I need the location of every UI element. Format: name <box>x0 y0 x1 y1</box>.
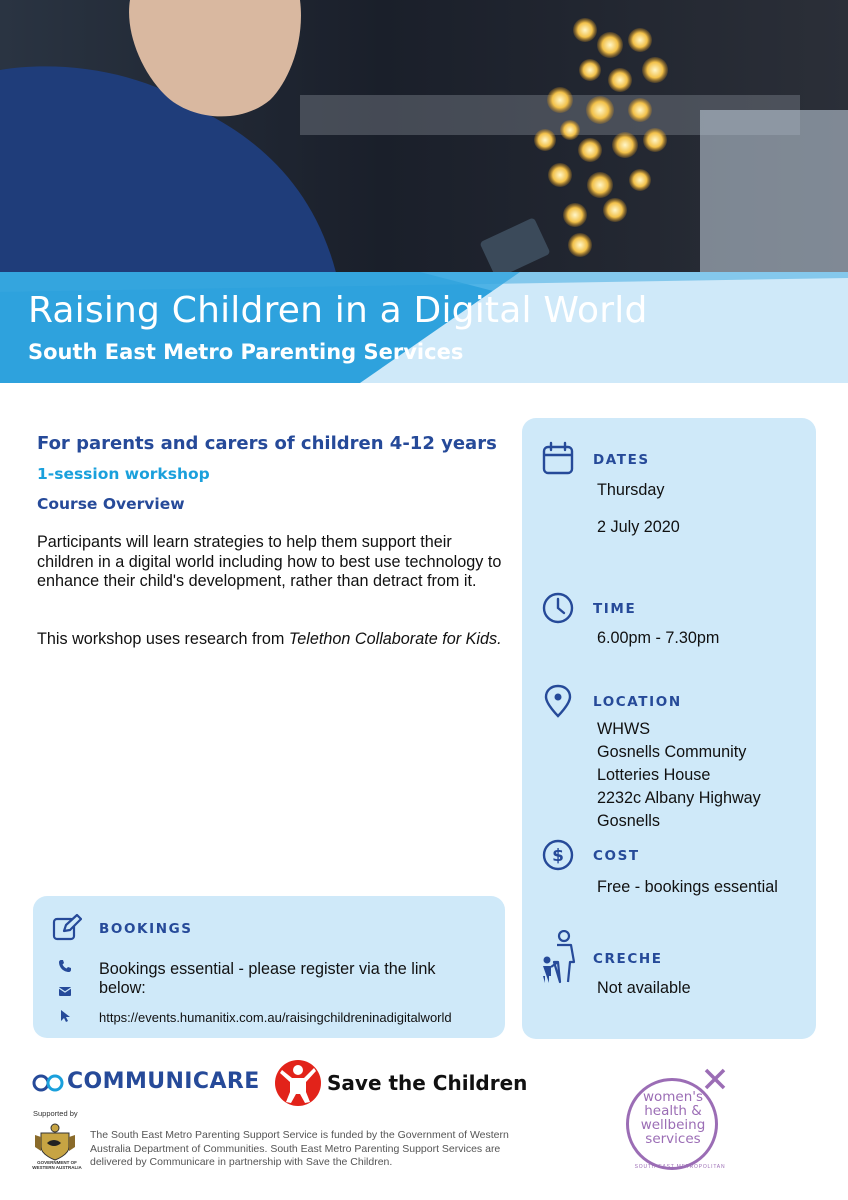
wa-government-text: GOVERNMENT OF WESTERN AUSTRALIA <box>32 1160 82 1170</box>
location-line: 2232c Albany Highway <box>597 789 761 807</box>
cost-value: Free - bookings essential <box>597 878 778 896</box>
creche-label: CRECHE <box>593 951 663 967</box>
hero-photo <box>0 0 848 290</box>
research-prefix: This workshop uses research from <box>37 630 289 648</box>
session-label: 1-session workshop <box>37 465 210 483</box>
clock-icon <box>541 591 575 625</box>
dollar-icon <box>541 838 575 872</box>
overview-heading: Course Overview <box>37 495 185 513</box>
calendar-icon <box>541 441 575 475</box>
course-description: Participants will learn strategies to help them support their children in a digital world including how to best use technology to enhance their child's development, rather than detract from it. <box>37 533 502 590</box>
dates-date: 2 July 2020 <box>597 518 680 536</box>
edit-icon <box>52 913 82 943</box>
email-icon <box>58 984 72 998</box>
location-pin-icon <box>541 684 575 718</box>
time-value: 6.00pm - 7.30pm <box>597 629 720 647</box>
location-line: Gosnells Community <box>597 743 747 761</box>
communicare-logo: COMMUNICARE <box>67 1069 260 1094</box>
cost-label: COST <box>593 848 640 864</box>
research-note <box>37 630 512 650</box>
hero <box>0 0 848 383</box>
save-the-children-logo-icon <box>274 1058 322 1108</box>
location-line: WHWS <box>597 720 651 738</box>
svg-text:$: $ <box>552 846 564 866</box>
location-line: Gosnells <box>597 812 660 830</box>
research-source: Telethon Collaborate for Kids. <box>288 630 502 648</box>
whws-logo-text: women's health & wellbeing services <box>640 1089 706 1147</box>
funding-statement: The South East Metro Parenting Support Service is funded by the Government of Western Australia Department of Communities. South East Metro Parenting Support Services are delivered by Communicare in partnership with Save the Children. <box>90 1129 509 1168</box>
page-subtitle: South East Metro Parenting Services <box>28 340 464 364</box>
location-line: Lotteries House <box>597 766 711 784</box>
whws-ring-text: SOUTH EAST METROPOLITAN <box>634 1164 726 1170</box>
parent-child-icon <box>537 930 579 986</box>
dates-day: Thursday <box>597 481 665 499</box>
page-title: Raising Children in a Digital World <box>28 290 648 331</box>
audience-heading: For parents and carers of children 4-12 years <box>37 433 497 454</box>
bookings-link[interactable]: https://events.humanitix.com.au/raisingchildreninadigitalworld <box>99 1010 452 1025</box>
communicare-logo-icon <box>31 1074 65 1092</box>
dates-label: DATES <box>593 452 650 468</box>
supported-by-label: Supported by <box>33 1109 78 1118</box>
bookings-label: BOOKINGS <box>99 921 193 937</box>
creche-value: Not available <box>597 979 691 997</box>
save-the-children-logo: Save the Children <box>327 1071 528 1095</box>
location-label: LOCATION <box>593 694 682 710</box>
cursor-icon <box>58 1009 72 1023</box>
time-label: TIME <box>593 601 637 617</box>
phone-icon <box>58 959 72 973</box>
bookings-text: Bookings essential - please register via the link below: <box>99 960 436 997</box>
wa-crest-icon <box>33 1123 77 1161</box>
